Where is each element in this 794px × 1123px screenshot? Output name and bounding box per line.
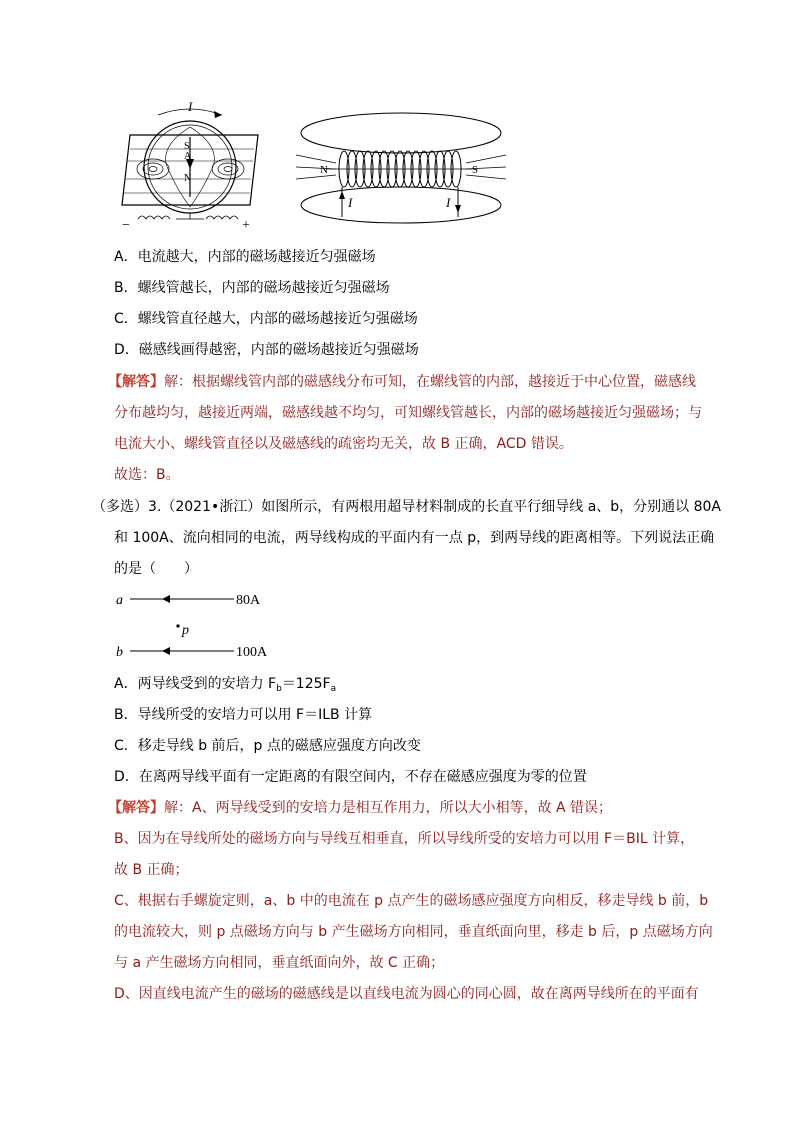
q2-option-d: D．磁感线画得越密，内部的磁场越接近匀强磁场 (114, 342, 419, 358)
q3-stem-line-1: （多选）3.（2021•浙江）如图所示，有两根用超导材料制成的长直平行细导线 a、b，分别通以 80A (92, 499, 721, 515)
solenoid-pole-s: S (472, 164, 479, 176)
q3-answer-line-6: 与 a 产生磁场方向相同，垂直纸面向外，故 C 正确； (114, 955, 445, 971)
q3-option-c: C．移走导线 b 前后，p 点的磁感应强度方向改变 (114, 738, 421, 754)
q3-option-a-prefix: A．两导线受到的安培力 F (114, 676, 277, 692)
q3-stem-line-3: 的是（ ） (114, 561, 198, 577)
q3-option-d: D．在离两导线平面有一定距离的有限空间内，不存在磁感应强度为零的位置 (114, 769, 587, 785)
parallel-wires-figure (112, 586, 292, 666)
q2-answer-line-2: 分布越均匀，越接近两端，磁感线越不均匀，可知螺线管越长，内部的磁场越接近匀强磁场；与 (114, 405, 702, 421)
q2-option-b: B．螺线管越长，内部的磁场越接近匀强磁场 (114, 280, 390, 296)
wire-a-current: 80A (236, 593, 261, 608)
pole-a-label: A (184, 151, 192, 162)
current-label-ring: I (188, 99, 193, 114)
solenoid-current-right: I (446, 195, 451, 210)
q3-answer-text-1: 解：A、两导线受到的安培力是相互作用力，所以大小相等，故 A 错误； (164, 800, 613, 816)
q3-answer-line-5: 的电流较大，则 p 点磁场方向与 b 产生磁场方向相同，垂直纸面向里，移走 b 后，p 点磁场方向 (114, 924, 713, 940)
q2-answer-line-3: 电流大小、螺线管直径以及磁感线的疏密均无关，故 B 正确，ACD 错误。 (114, 436, 573, 452)
q2-option-a: A．电流越大，内部的磁场越接近匀强磁场 (114, 249, 376, 265)
solenoid-figure (286, 105, 516, 225)
plus-terminal-label: + (242, 218, 250, 233)
pole-s-label: S (184, 141, 190, 152)
pole-n-label: N (184, 173, 192, 184)
wire-a-label: a (116, 593, 123, 608)
ring-coil-figure (118, 97, 268, 237)
minus-terminal-label: − (122, 218, 130, 233)
q3-stem-line-2: 和 100A、流向相同的电流，两导线构成的平面内有一点 p，到两导线的距离相等。下列说法正确 (114, 530, 715, 546)
q2-answer-text-1: 解：根据螺线管内部的磁感线分布可知，在螺线管的内部，越接近于中心位置，磁感线 (164, 374, 696, 390)
q2-choice: 故选：B。 (114, 467, 180, 483)
q3-answer-tag: 【解答】 (108, 800, 164, 816)
q3-option-a-sub-a: a (330, 684, 337, 694)
q3-answer-line-1 (108, 798, 612, 818)
q3-option-b: B．导线所受的安培力可以用 F＝ILB 计算 (114, 707, 373, 723)
solenoid-pole-n: N (320, 164, 328, 176)
q3-option-a (114, 674, 336, 699)
q3-answer-line-3: 故 B 正确； (114, 862, 189, 878)
q2-option-c: C．螺线管直径越大，内部的磁场越接近匀强磁场 (114, 311, 418, 327)
q3-option-a-mid: ＝125F (281, 676, 331, 692)
q3-option-a-sub-b: b (276, 684, 282, 694)
wire-b-current: 100A (236, 645, 268, 660)
q2-answer-line-1 (108, 372, 696, 392)
solenoid-figures (118, 97, 518, 237)
q2-answer-tag: 【解答】 (108, 374, 164, 390)
q3-answer-line-4: C、根据右手螺旋定则，a、b 中的电流在 p 点产生的磁场感应强度方向相反，移走导线 b 前，b (114, 893, 709, 909)
solenoid-current-left: I (348, 195, 353, 210)
q3-answer-line-2: B、因为在导线所处的磁场方向与导线互相垂直，所以导线所受的安培力可以用 F＝BIL 计算， (114, 831, 695, 847)
wire-b-label: b (116, 645, 123, 660)
q3-answer-line-7: D、因直线电流产生的磁场的磁感线是以直线电流为圆心的同心圆，故在离两导线所在的平面有 (114, 986, 699, 1002)
point-p-label: p (182, 623, 189, 638)
